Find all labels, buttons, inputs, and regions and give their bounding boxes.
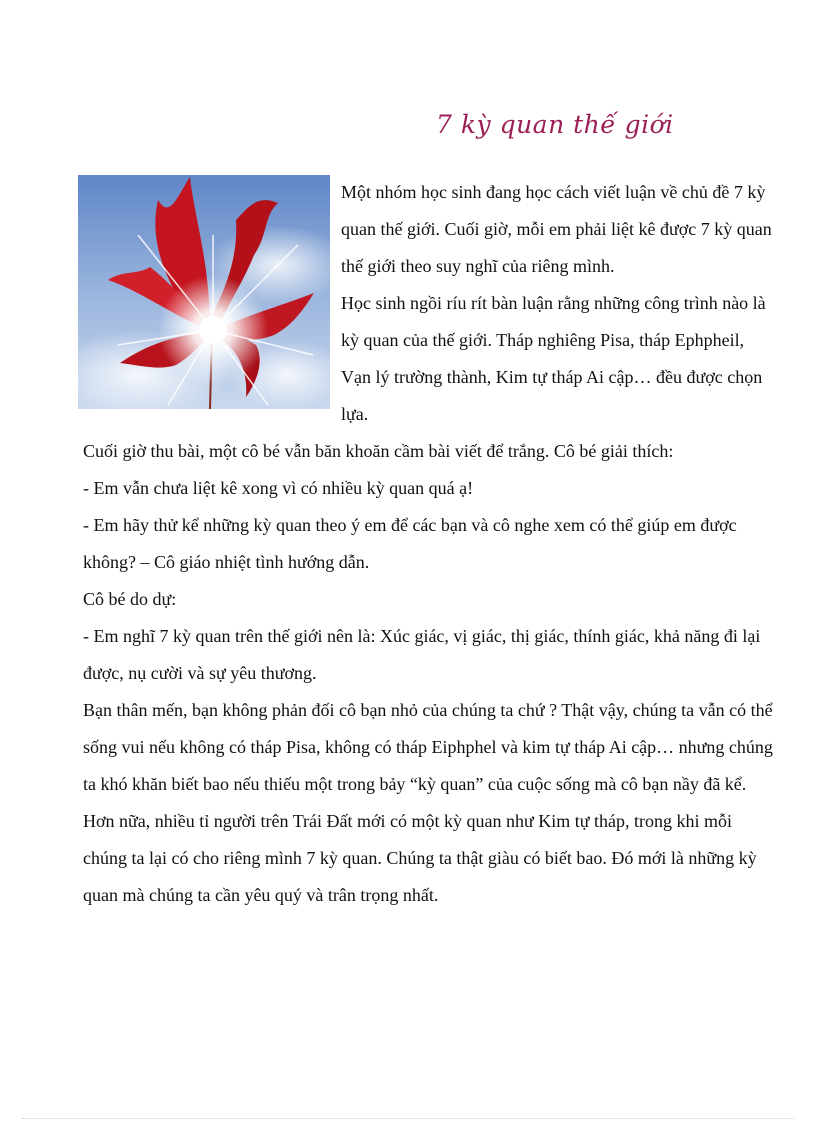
- article-body: [83, 174, 773, 914]
- image-wrap-spacer: [83, 174, 341, 404]
- page-bottom-divider: [22, 1118, 794, 1119]
- paragraph: Cuối giờ thu bài, một cô bé vẫn băn khoăn cầm bài viết để trắng. Cô bé giải thích:: [83, 441, 674, 461]
- paragraph: Học sinh ngồi ríu rít bàn luận rằng những công trình nào là kỳ quan của thế giới. Tháp nghiêng Pisa, tháp Ephpheil, Vạn lý trường thành, Kim tự tháp Ai cập… đều được chọn lựa.: [341, 293, 766, 424]
- document-title: 7 kỳ quan thế giới: [436, 110, 674, 139]
- paragraph: - Em nghĩ 7 kỳ quan trên thế giới nên là: Xúc giác, vị giác, thị giác, thính giác, khả năng đi lại được, nụ cười và sự yêu thương.: [83, 626, 761, 683]
- paragraph: - Em vẫn chưa liệt kê xong vì có nhiều kỳ quan quá ạ!: [83, 478, 474, 498]
- paragraph: Cô bé do dự:: [83, 589, 177, 609]
- paragraph: Một nhóm học sinh đang học cách viết luận về chủ đề 7 kỳ quan thế giới. Cuối giờ, mỗi em phải liệt kê được 7 kỳ quan thế giới theo suy nghĩ của riêng mình.: [341, 182, 772, 276]
- paragraph: Bạn thân mến, bạn không phản đối cô bạn nhỏ của chúng ta chứ ? Thật vậy, chúng ta vẫn có thể sống vui nếu không có tháp Pisa, không có tháp Eiphphel và kim tự tháp Ai cập… nhưng chúng ta khó khăn biết bao nếu thiếu một trong bảy “kỳ quan” của cuộc sống mà cô bạn nầy đã kể. Hơn nữa, nhiều tỉ người trên Trái Đất mới có một kỳ quan như Kim tự tháp, trong khi mỗi chúng ta lại có cho riêng mình 7 kỳ quan. Chúng ta thật giàu có biết bao. Đó mới là những kỳ quan mà chúng ta cần yêu quý và trân trọng nhất.: [83, 700, 773, 905]
- paragraph: - Em hãy thử kể những kỳ quan theo ý em để các bạn và cô nghe xem có thể giúp em được không? – Cô giáo nhiệt tình hướng dẫn.: [83, 515, 737, 572]
